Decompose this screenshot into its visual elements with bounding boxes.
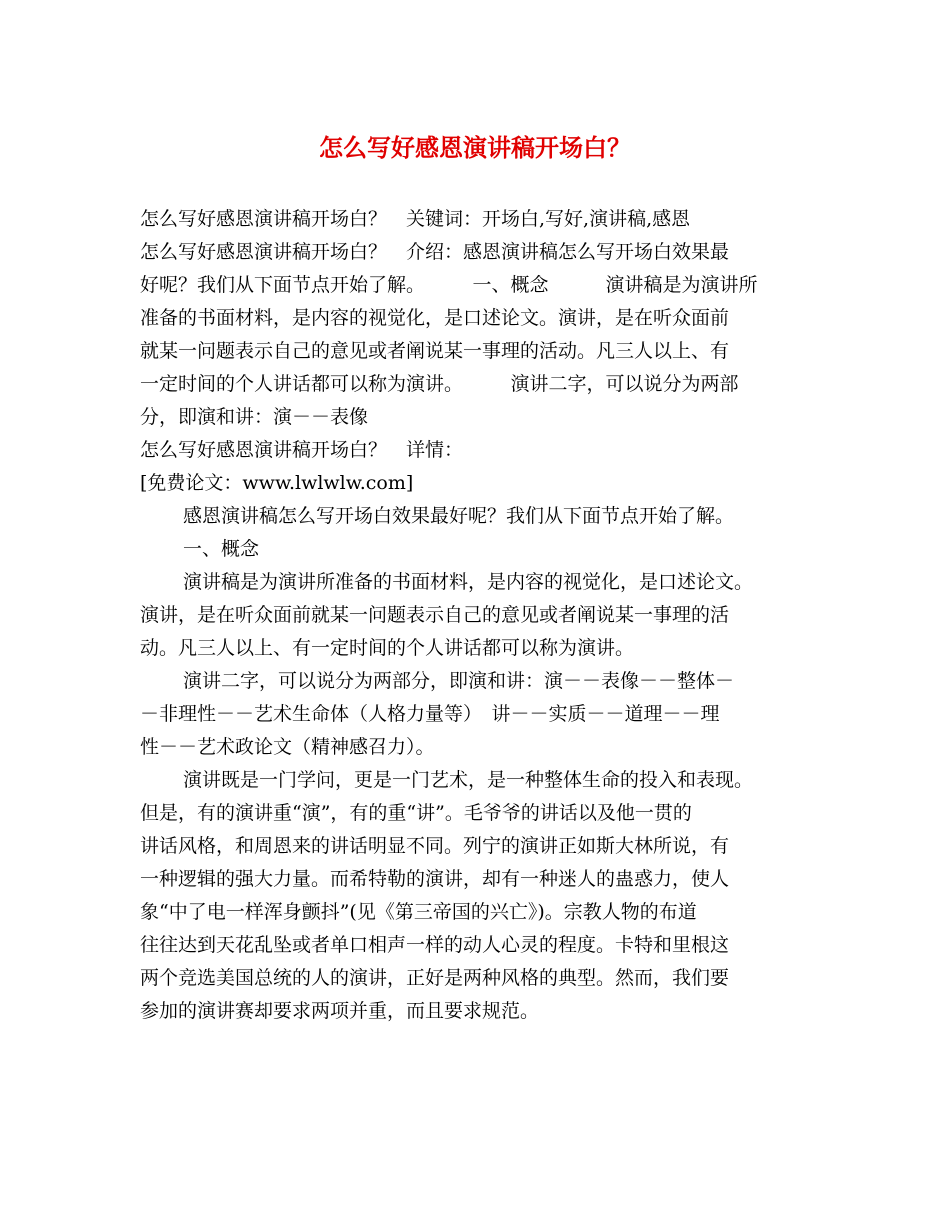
text-line: 往往达到天花乱坠或者单口相声一样的动人心灵的程度。卡特和里根这: [140, 934, 730, 956]
text-line: 怎么写好感恩演讲稿开场白？ 详情：: [140, 439, 464, 461]
text-line: 象“中了电一样浑身颤抖”(见《第三帝国的兴亡》)。宗教人物的布道: [140, 901, 697, 923]
text-line: 准备的书面材料，是内容的视觉化，是口述论文。演讲，是在听众面前: [140, 307, 730, 329]
text-line: 性－－艺术政论文（精神感召力）。: [140, 736, 435, 758]
text-line: 两个竞选美国总统的人的演讲，正好是两种风格的典型。然而，我们要: [140, 967, 730, 989]
text-line: 好呢？我们从下面节点开始了解。 一、概念 演讲稿是为演讲所: [140, 274, 758, 296]
text-line: 怎么写好感恩演讲稿开场白？ 介绍：感恩演讲稿怎么写开场白效果最: [140, 241, 730, 263]
text-line: 分，即演和讲：演－－表像: [140, 406, 369, 428]
text-line: 感恩演讲稿怎么写开场白效果最好呢？我们从下面节点开始了解。: [183, 505, 735, 527]
text-line: 动。凡三人以上、有一定时间的个人讲话都可以称为演讲。: [140, 637, 635, 659]
text-line: 演讲稿是为演讲所准备的书面材料，是内容的视觉化，是口述论文。: [183, 571, 754, 593]
text-line: 怎么写好感恩演讲稿开场白？ 关键词：开场白,写好,演讲稿,感恩: [140, 208, 691, 230]
text-line: 演讲，是在听众面前就某一问题表示自己的意见或者阐说某一事理的活: [140, 604, 730, 626]
text-line: 一、概念: [183, 538, 260, 560]
document-title: 怎么写好感恩演讲稿开场白？: [319, 133, 631, 162]
text-line: 讲话风格，和周恩来的讲话明显不同。列宁的演讲正如斯大林所说，有: [140, 835, 730, 857]
text-line: 演讲既是一门学问，更是一门艺术，是一种整体生命的投入和表现。: [183, 769, 754, 791]
text-line: －非理性－－艺术生命体（人格力量等） 讲－－实质－－道理－－理: [140, 703, 720, 725]
text-line: 一种逻辑的强大力量。而希特勒的演讲，却有一种迷人的蛊惑力，使人: [140, 868, 730, 890]
text-line: 一定时间的个人讲话都可以称为演讲。 演讲二字，可以说分为两部: [140, 373, 739, 395]
document-body: [140, 203, 824, 1028]
text-line: [免费论文：www.lwlwlw.com]: [140, 472, 414, 494]
text-line: 就某一问题表示自己的意见或者阐说某一事理的活动。凡三人以上、有: [140, 340, 730, 362]
text-line: 但是，有的演讲重“演”，有的重“讲”。毛爷爷的讲话以及他一贯的: [140, 802, 692, 824]
text-line: 演讲二字，可以说分为两部分，即演和讲：演－－表像－－整体－: [183, 670, 735, 692]
text-line: 参加的演讲赛却要求两项并重，而且要求规范。: [140, 1000, 540, 1022]
